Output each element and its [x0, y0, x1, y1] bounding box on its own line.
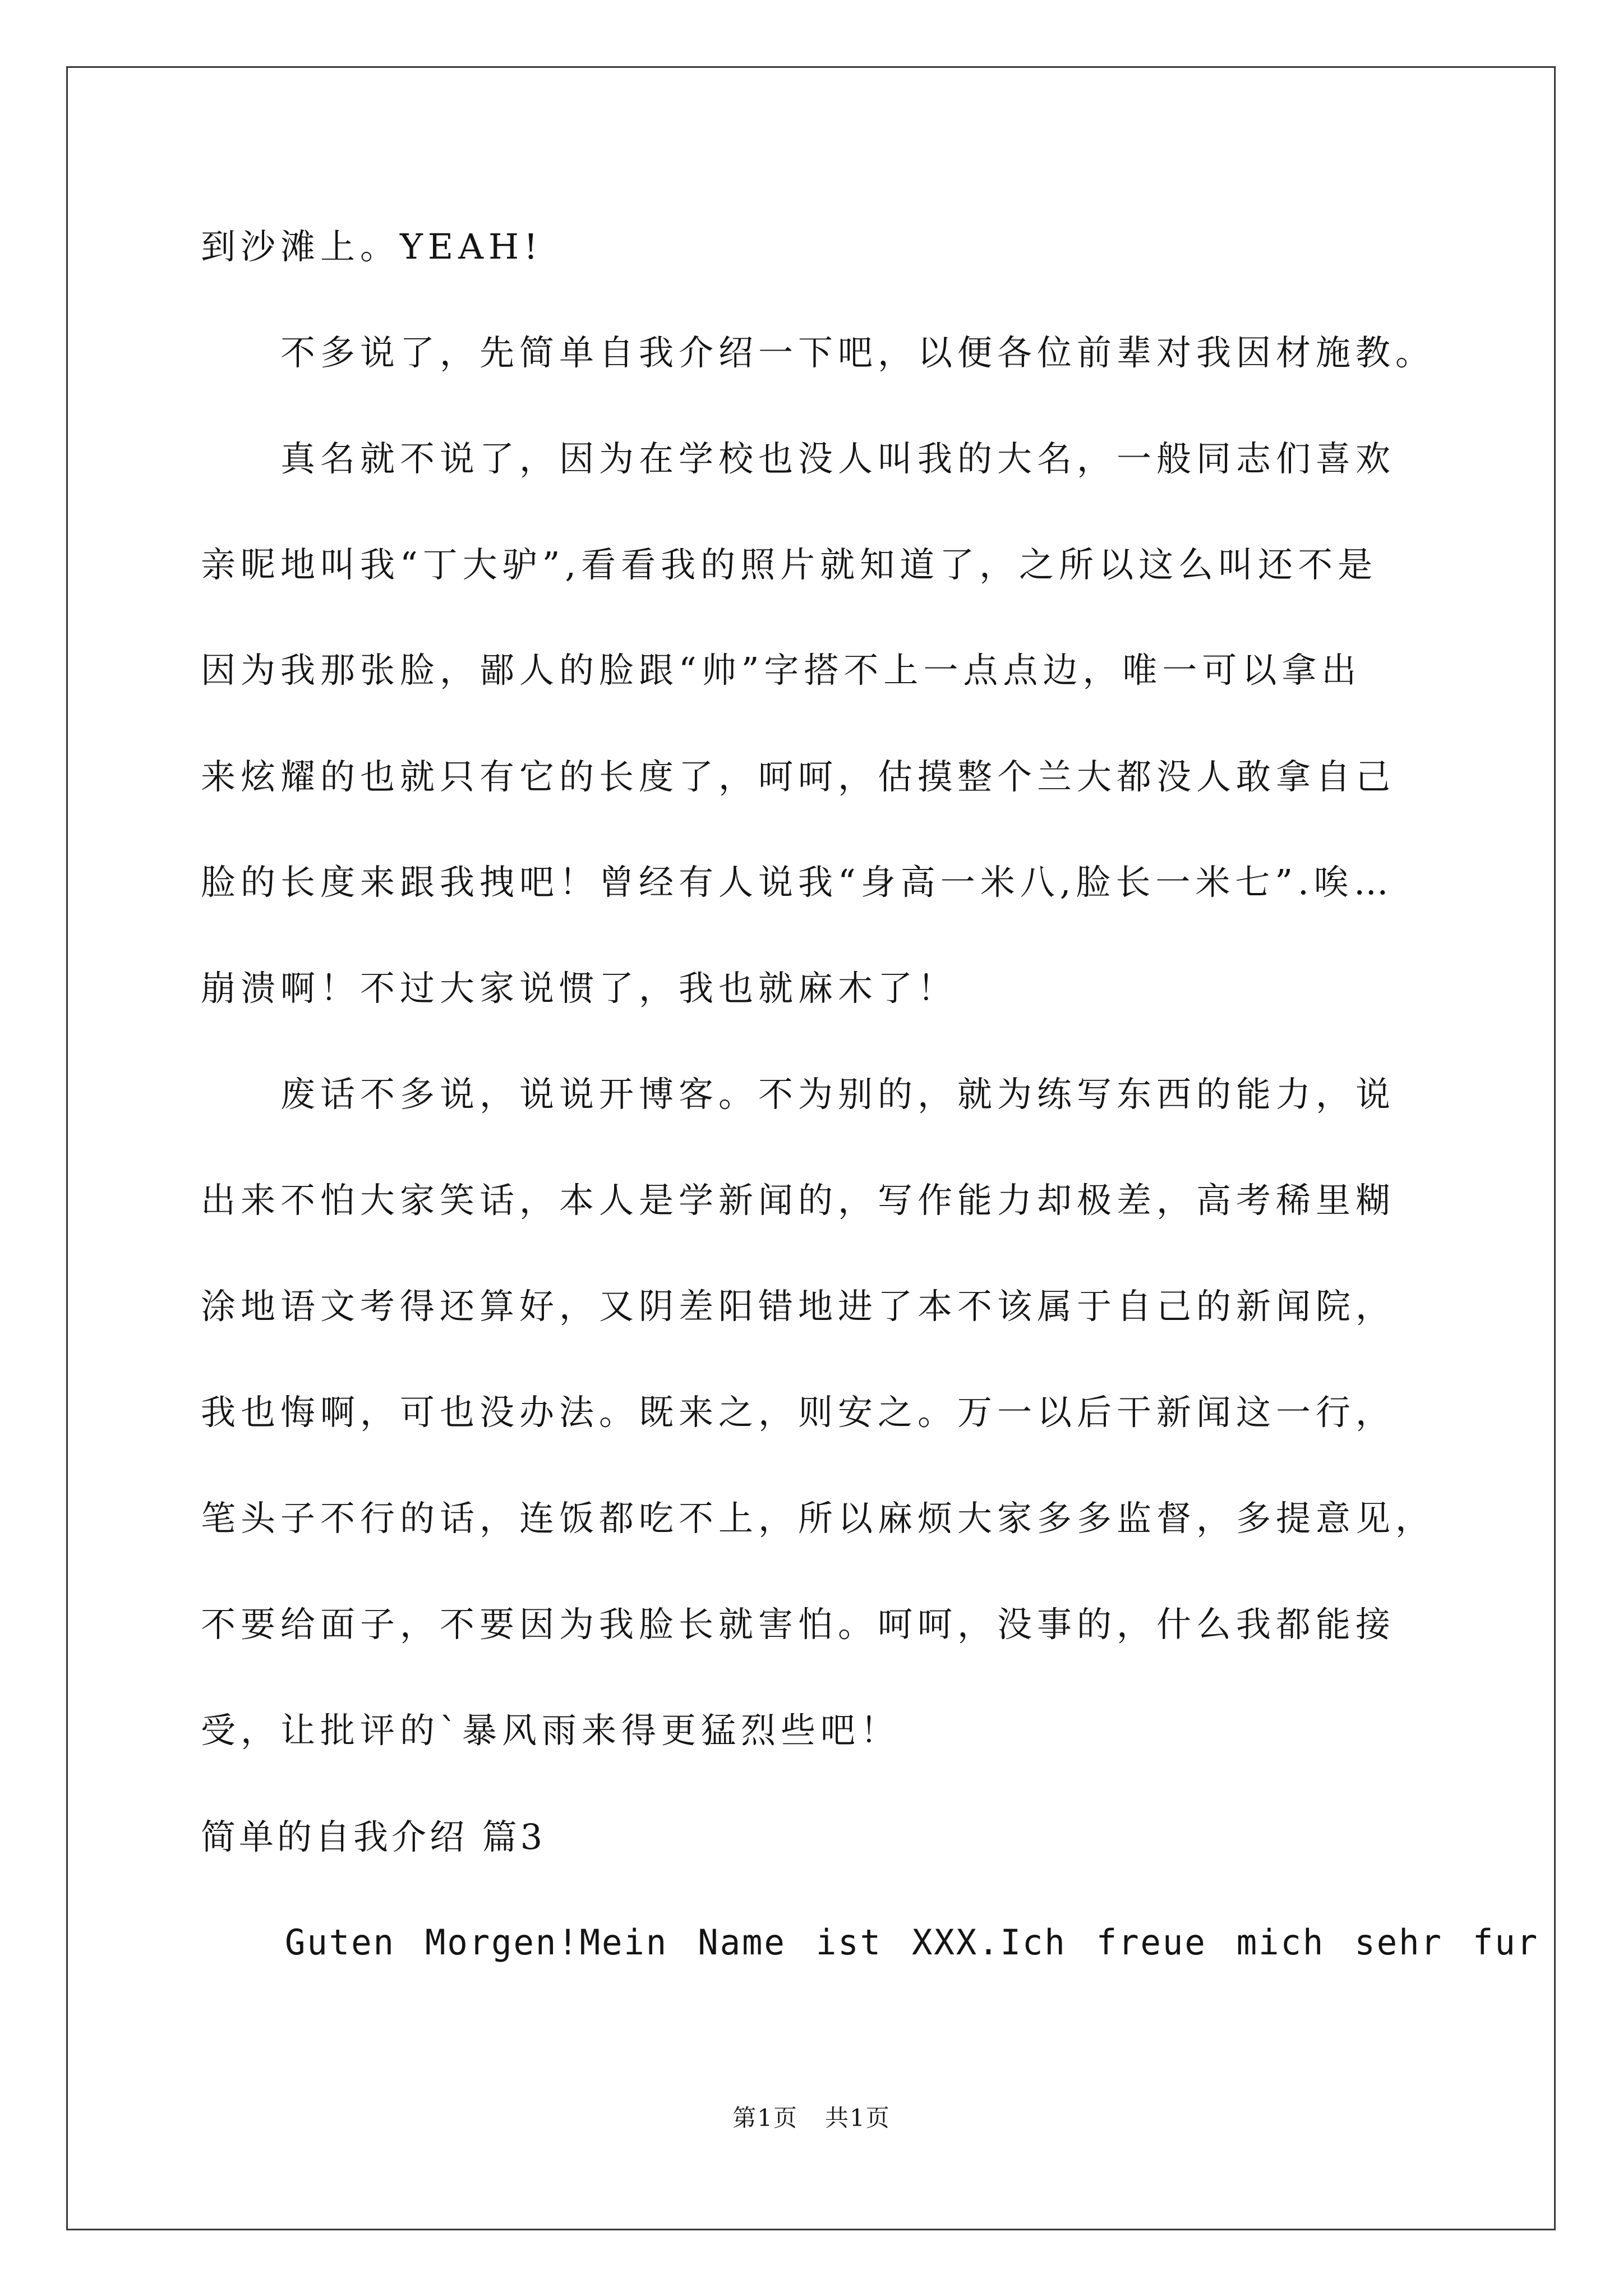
section-heading: 简单的自我介绍 篇3: [201, 1816, 546, 1857]
paragraph-first-line: 真名就不说了，因为在学校也没人叫我的大名，一般同志们喜欢: [280, 438, 1396, 479]
page-total: 共1页: [825, 2104, 891, 2132]
text-line: 出来不怕大家笑话，本人是学新闻的，写作能力却极差，高考稀里糊: [201, 1180, 1396, 1221]
text-line: 来炫耀的也就只有它的长度了，呵呵，估摸整个兰大都没人敢拿自己: [201, 756, 1396, 797]
text-line: 脸的长度来跟我拽吧！曾经有人说我“身高一米八,脸长一米七”.唉…: [201, 862, 1394, 903]
text-line: 因为我那张脸，鄙人的脸跟“帅”字搭不上一点点边，唯一可以拿出: [201, 650, 1362, 691]
paragraph-first-line: 废话不多说，说说开博客。不为别的，就为练写东西的能力，说: [280, 1074, 1396, 1115]
text-line: 我也悔啊，可也没办法。既来之，则安之。万一以后干新闻这一行，: [201, 1392, 1396, 1433]
text-line: 到沙滩上。YEAH!: [201, 226, 543, 267]
page-border: [66, 66, 1556, 2230]
text-line: 不要给面子，不要因为我脸长就害怕。呵呵，没事的，什么我都能接: [201, 1604, 1396, 1645]
text-line: 受，让批评的`暴风雨来得更猛烈些吧！: [201, 1710, 901, 1751]
text-line: 笔头子不行的话，连饭都吃不上，所以麻烦大家多多监督，多提意见，: [201, 1498, 1436, 1539]
text-line: 亲昵地叫我“丁大驴”,看看我的照片就知道了，之所以这么叫还不是: [201, 544, 1378, 585]
page-footer: [0, 2101, 1623, 2135]
paragraph-first-line: 不多说了，先简单自我介绍一下吧，以便各位前辈对我因材施教。: [280, 332, 1436, 373]
text-line: 涂地语文考得还算好，又阴差阳错地进了本不该属于自己的新闻院，: [201, 1286, 1396, 1327]
text-line: 崩溃啊！不过大家说惯了，我也就麻木了！: [201, 968, 958, 1009]
paragraph-first-line: Guten Morgen!Mein Name ist XXX.Ich freue mich sehr fur: [285, 1922, 1539, 1963]
page-number: 第1页: [732, 2104, 798, 2132]
